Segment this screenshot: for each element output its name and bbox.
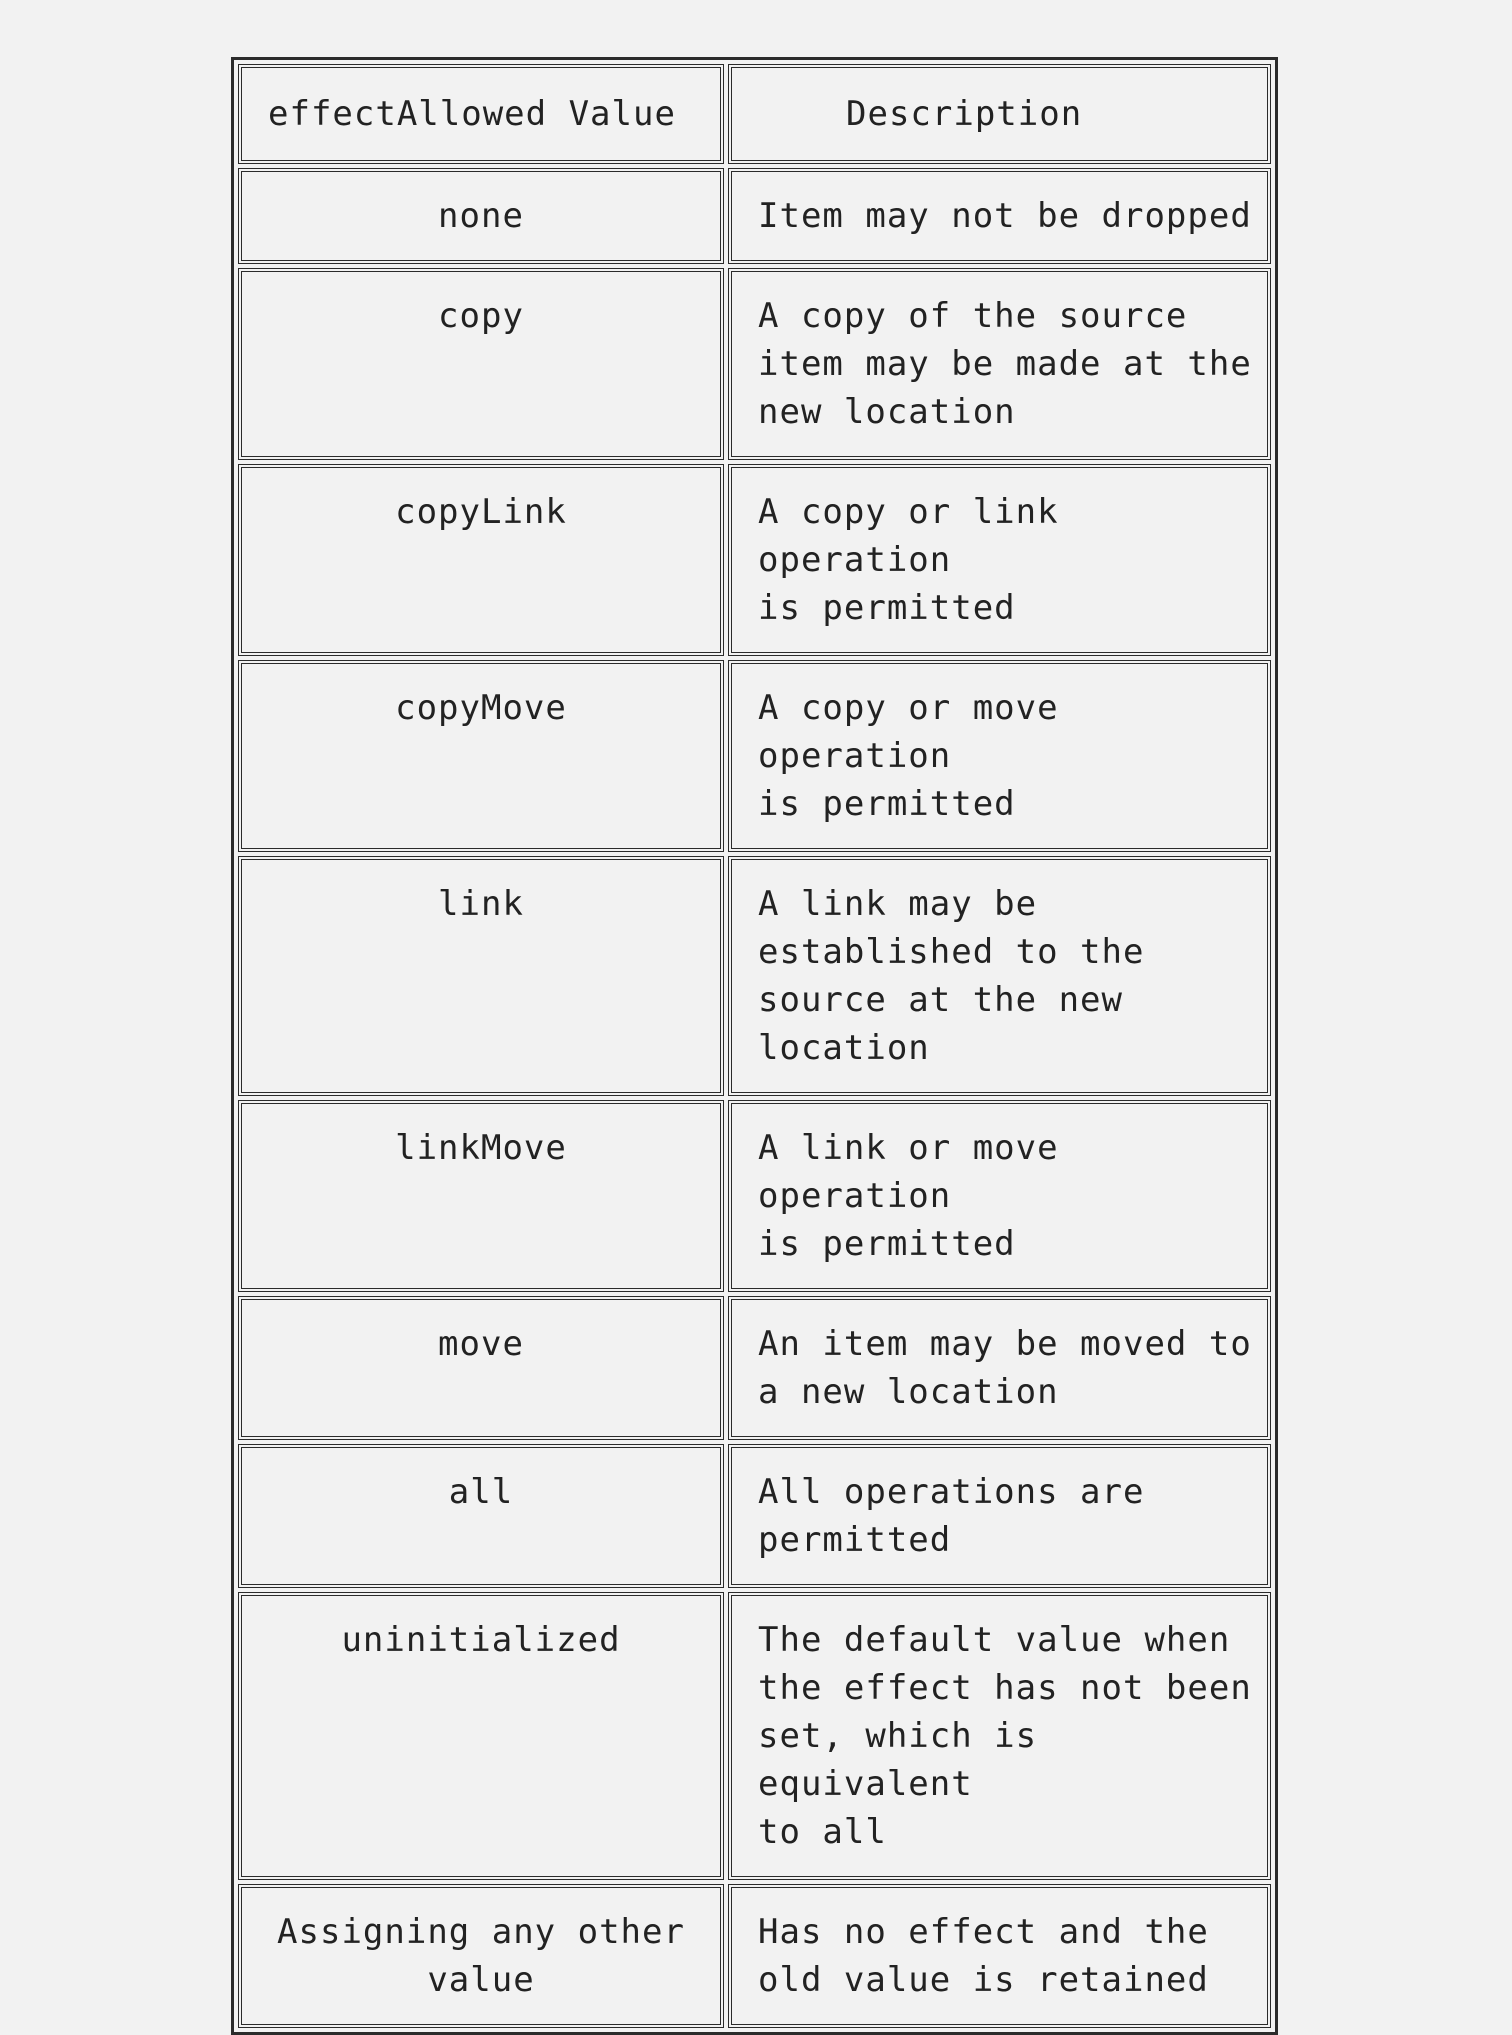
effect-allowed-grid (234, 60, 1275, 2032)
table-row (238, 856, 1271, 1096)
effect-value-cell: none (238, 168, 724, 264)
description-cell: A link may be established to the source at the new location (728, 856, 1271, 1096)
table-row (238, 268, 1271, 460)
description-cell: A copy of the source item may be made at the new location (728, 268, 1271, 460)
table-row (238, 660, 1271, 852)
table-row (238, 1884, 1271, 2028)
column-header-value: effectAllowed Value (238, 64, 724, 164)
effect-allowed-table (231, 57, 1278, 2035)
effect-value-cell: copyLink (238, 464, 724, 656)
effect-value-cell: linkMove (238, 1100, 724, 1292)
table-row (238, 1100, 1271, 1292)
table-row (238, 1296, 1271, 1440)
column-header-description: Description (728, 64, 1271, 164)
description-cell: All operations are permitted (728, 1444, 1271, 1588)
table-row (238, 168, 1271, 264)
description-cell: An item may be moved to a new location (728, 1296, 1271, 1440)
description-cell: The default value when the effect has not been set, which is equivalent to all (728, 1592, 1271, 1880)
effect-value-cell: all (238, 1444, 724, 1588)
effect-value-cell: Assigning any other value (238, 1884, 724, 2028)
table-row (238, 1444, 1271, 1588)
description-cell: A copy or link operation is permitted (728, 464, 1271, 656)
table-row (238, 464, 1271, 656)
effect-value-cell: copyMove (238, 660, 724, 852)
effect-value-cell: link (238, 856, 724, 1096)
description-cell: Has no effect and the old value is retained (728, 1884, 1271, 2028)
description-cell: A link or move operation is permitted (728, 1100, 1271, 1292)
header-row (238, 64, 1271, 164)
effect-value-cell: uninitialized (238, 1592, 724, 1880)
effect-value-cell: move (238, 1296, 724, 1440)
description-cell: A copy or move operation is permitted (728, 660, 1271, 852)
description-cell: Item may not be dropped (728, 168, 1271, 264)
effect-value-cell: copy (238, 268, 724, 460)
table-row (238, 1592, 1271, 1880)
